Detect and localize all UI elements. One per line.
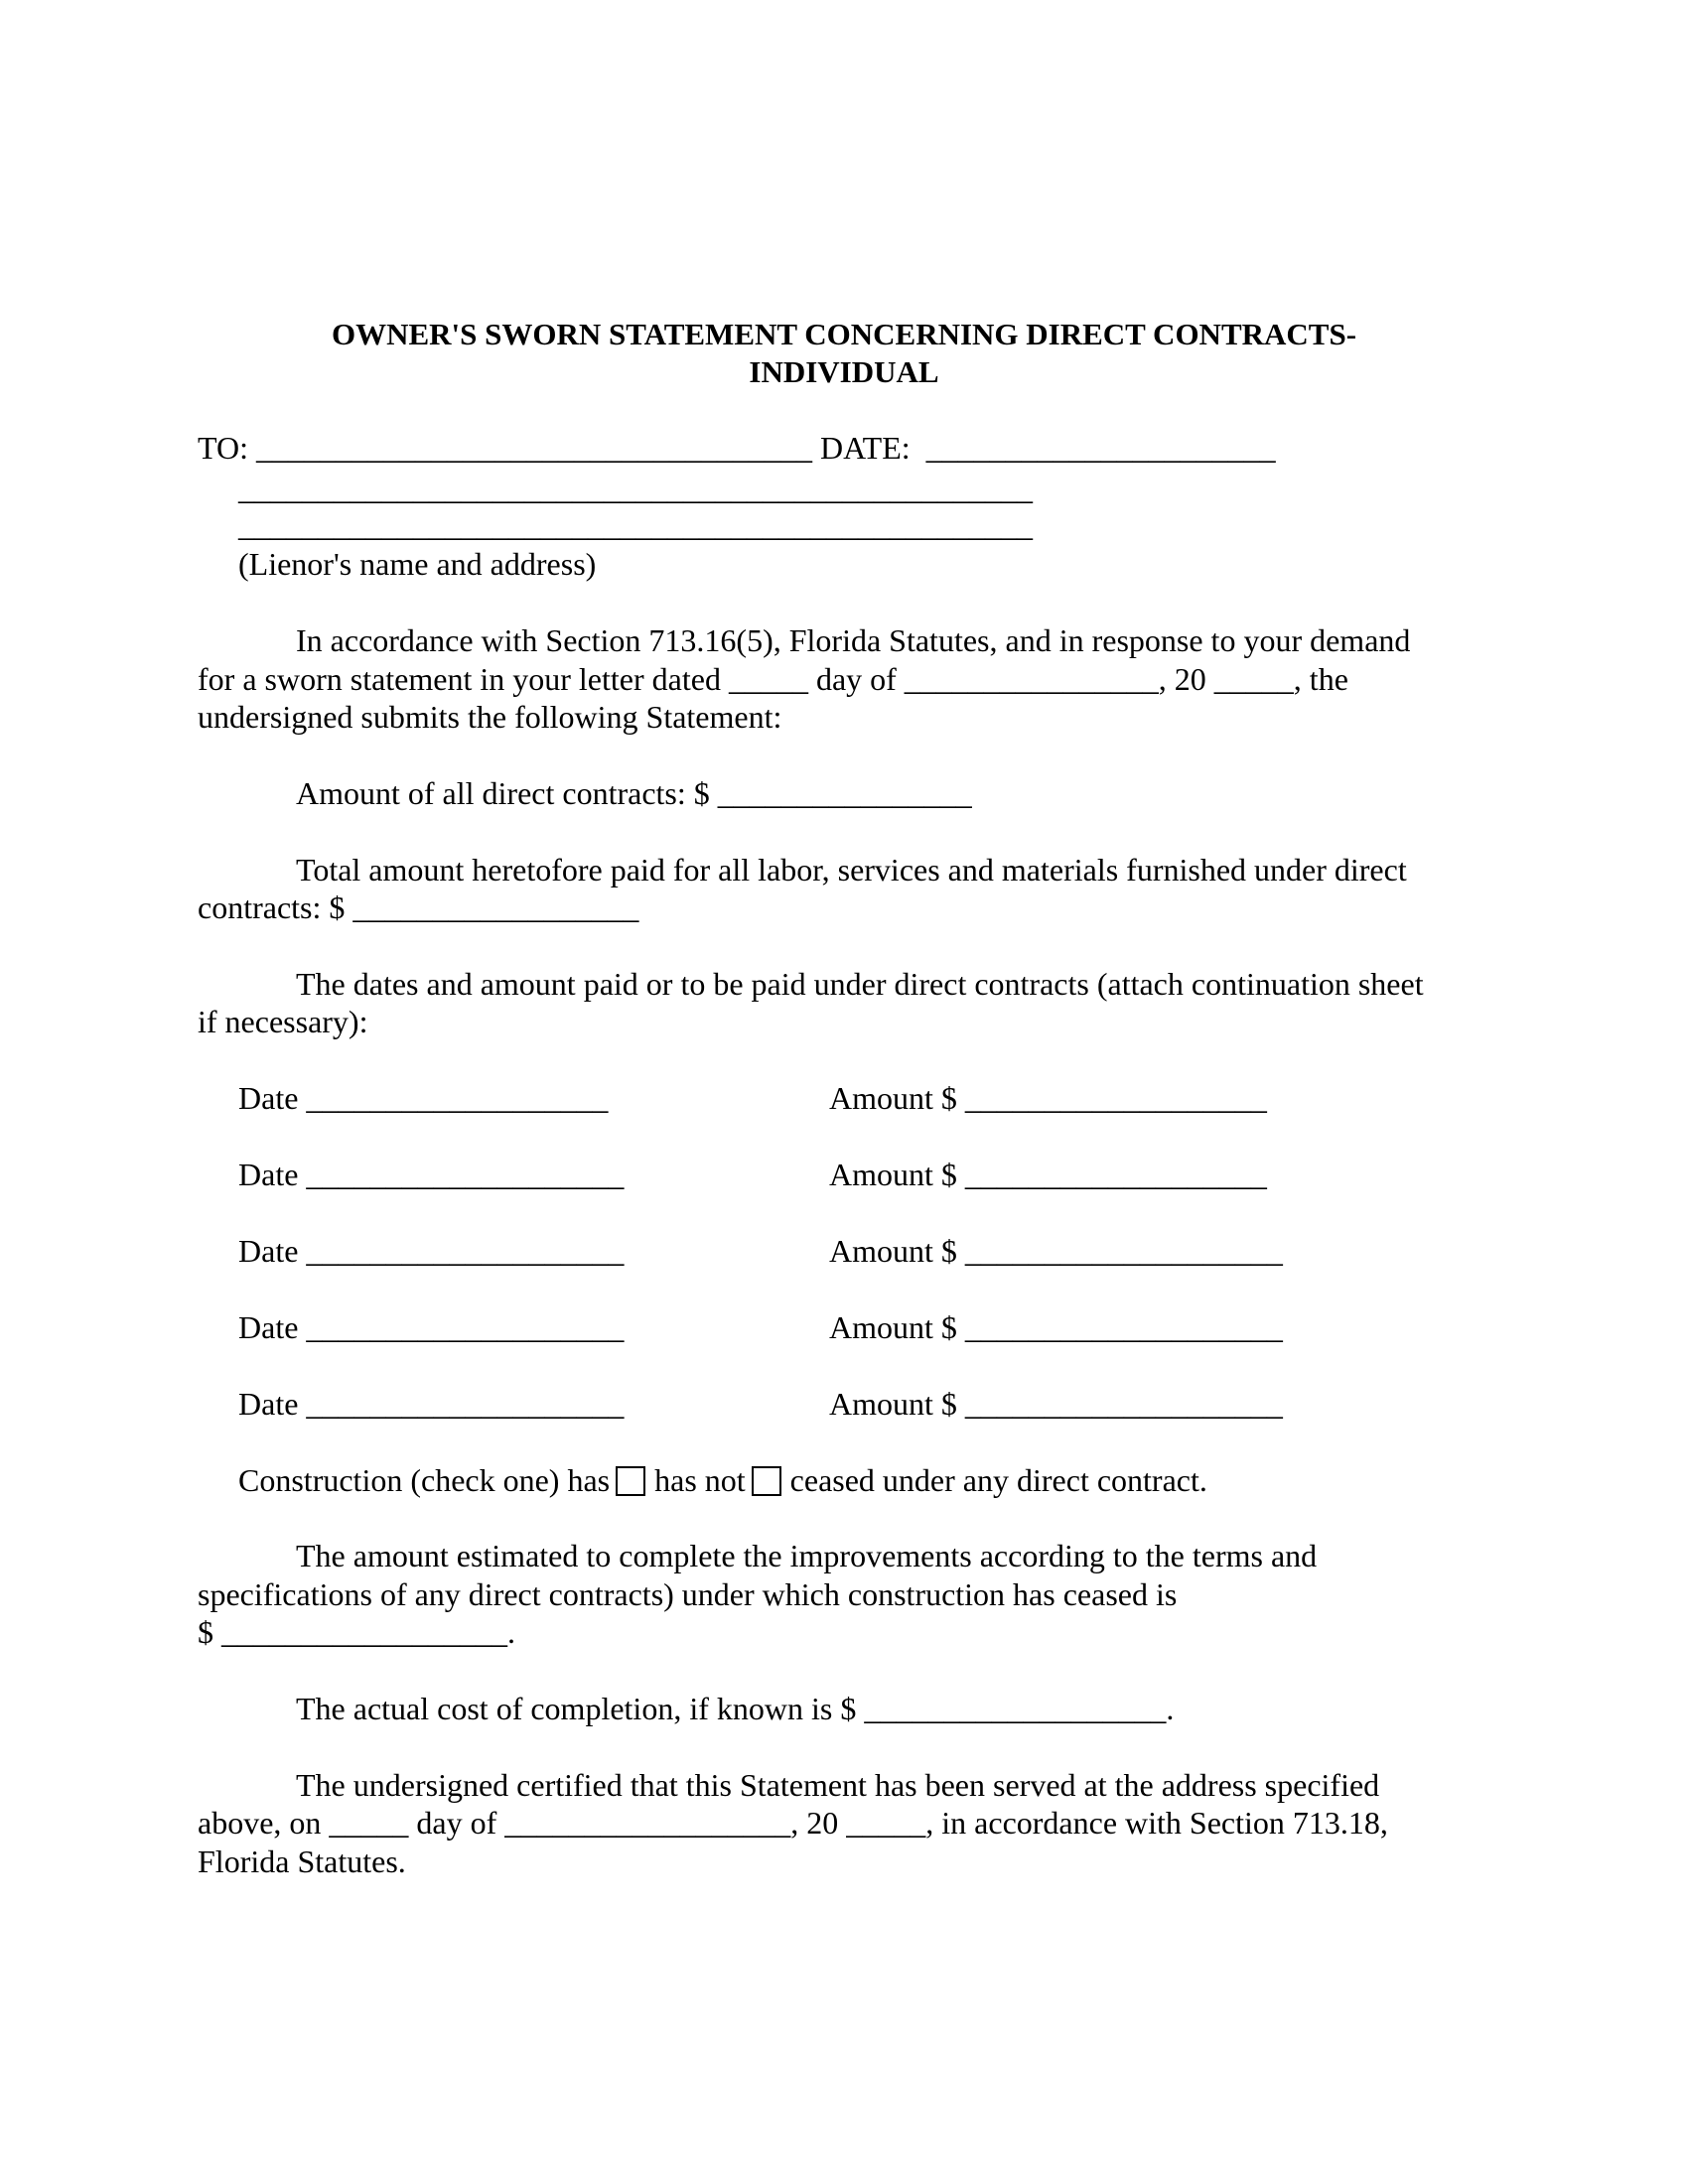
construction-suffix: ceased under any direct contract. xyxy=(789,1462,1207,1498)
payment-date-4[interactable]: Date ____________________ xyxy=(238,1309,625,1345)
to-date-line[interactable]: TO: ___________________________________ DATE: ______________________ xyxy=(198,430,1276,466)
payment-date-2[interactable]: Date ____________________ xyxy=(238,1157,625,1192)
intro-line-3: undersigned submits the following Statement: xyxy=(198,699,782,735)
payment-amount-3[interactable]: Amount $ ____________________ xyxy=(829,1233,1283,1269)
address-line-2[interactable]: __________________________________________________ xyxy=(238,507,1033,543)
document-title-line1: OWNER'S SWORN STATEMENT CONCERNING DIRECT CONTRACTS- xyxy=(331,317,1357,351)
estimate-line-1: The amount estimated to complete the improvements according to the terms and xyxy=(296,1538,1318,1573)
dates-intro-line-2: if necessary): xyxy=(198,1004,368,1039)
estimate-line-2: specifications of any direct contracts) under which construction has ceased is xyxy=(198,1576,1178,1612)
amount-all-contracts[interactable]: Amount of all direct contracts: $ ________________ xyxy=(296,775,972,811)
has-not-ceased-checkbox[interactable] xyxy=(752,1466,781,1496)
payment-amount-2[interactable]: Amount $ ___________________ xyxy=(829,1157,1267,1192)
certification-line-3: Florida Statutes. xyxy=(198,1843,406,1879)
certification-line-1: The undersigned certified that this Statement has been served at the address specified xyxy=(296,1767,1380,1803)
payment-date-5[interactable]: Date ____________________ xyxy=(238,1386,625,1422)
payment-date-1[interactable]: Date ___________________ xyxy=(238,1080,609,1116)
payment-amount-4[interactable]: Amount $ ____________________ xyxy=(829,1309,1283,1345)
construction-status-line xyxy=(238,1461,1207,1500)
document-title-line2: INDIVIDUAL xyxy=(749,354,939,389)
actual-cost-line[interactable]: The actual cost of completion, if known is $ ___________________. xyxy=(296,1691,1175,1726)
intro-line-1: In accordance with Section 713.16(5), Florida Statutes, and in response to your demand xyxy=(296,622,1411,658)
payment-amount-1[interactable]: Amount $ ___________________ xyxy=(829,1080,1267,1116)
total-paid-line-2[interactable]: contracts: $ __________________ xyxy=(198,889,639,925)
payment-date-3[interactable]: Date ____________________ xyxy=(238,1233,625,1269)
has-ceased-checkbox[interactable] xyxy=(616,1466,645,1496)
intro-line-2: for a sworn statement in your letter dated _____ day of ________________, 20 _____, the xyxy=(198,661,1348,697)
estimate-line-3[interactable]: $ __________________. xyxy=(198,1614,515,1650)
certification-line-2[interactable]: above, on _____ day of __________________, 20 _____, in accordance with Section 713.18, xyxy=(198,1805,1388,1841)
lienor-caption: (Lienor's name and address) xyxy=(238,546,597,582)
construction-middle: has not xyxy=(654,1462,746,1498)
payment-amount-5[interactable]: Amount $ ____________________ xyxy=(829,1386,1283,1422)
dates-intro-line-1: The dates and amount paid or to be paid under direct contracts (attach continuation sheet xyxy=(296,966,1424,1002)
construction-prefix: Construction (check one) has xyxy=(238,1462,611,1498)
address-line-1[interactable]: __________________________________________________ xyxy=(238,471,1033,506)
total-paid-line-1: Total amount heretofore paid for all labor, services and materials furnished under direct xyxy=(296,852,1407,887)
